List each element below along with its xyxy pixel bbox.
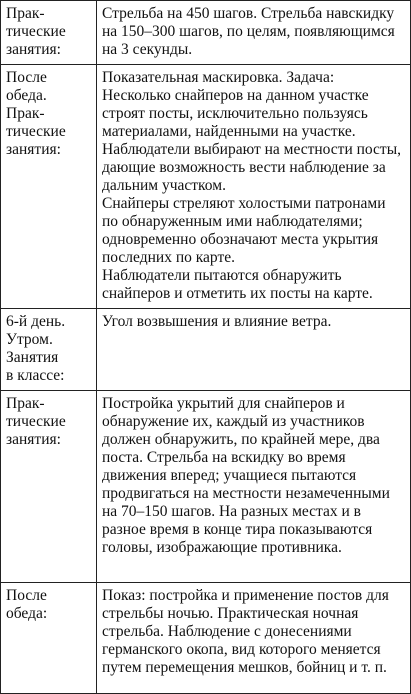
session-label: [1, 583, 97, 694]
content-paragraph: Снайперы стреляют холостыми патронами по обнаруженным ими наблюдателями; одновременно обозначают места укрытия последних по карте.: [102, 195, 386, 266]
schedule-row: [1, 309, 411, 391]
session-label-text: Прак- тические занятия:: [6, 5, 66, 58]
session-label: [1, 391, 97, 583]
content-paragraph: Стрельба на 450 шагов. Стрельба навскидку на 150–300 шагов, по целям, появляющимся на 3 секунды.: [102, 5, 395, 58]
session-label: [1, 65, 97, 309]
schedule-row: [1, 65, 411, 309]
session-content: [97, 583, 411, 694]
content-paragraph: Показательная маскировка. Задача: Несколько снайперов на данном участке строят посты, исключительно пользуясь материалами, найденными на участке. Наблюдатели выбирают на местности посты, дающие возможность вести наблюдение за дальним участком.: [102, 69, 401, 194]
content-paragraph: Показ: постройка и применение постов для стрельбы ночью. Практическая ночная стрельба. Наблюдение с донесениями германского окопа, вид которого меняется путем перемещения мешков, бойниц и т. п.: [102, 587, 389, 676]
content-paragraph: Постройка укрытий для снайперов и обнаружение их, каждый из участников должен обнаружить, по крайней мере, два поста. Стрельба на вскидку во время движения вперед; учащиеся пытаются продвигаться на местности незамеченными на 70–150 шагов. На разных местах и в разное время в конце тира показываются головы, изображающие противника.: [102, 395, 390, 556]
content-paragraph: Наблюдатели пытаются обнаружить снайперов и отметить их посты на карте.: [102, 267, 373, 302]
session-label: [1, 309, 97, 391]
session-label-text: Прак- тические занятия:: [6, 395, 66, 448]
session-content: [97, 309, 411, 391]
session-label-text: После обеда:: [6, 587, 48, 622]
session-content: [97, 1, 411, 65]
session-content: [97, 391, 411, 583]
schedule-row: [1, 1, 411, 65]
session-content: [97, 65, 411, 309]
content-paragraph: Угол возвышения и влияние ветра.: [102, 313, 332, 330]
session-label-text: 6-й день. Утром. Занятия в классе:: [6, 313, 66, 384]
schedule-row: [1, 391, 411, 583]
schedule-row: [1, 583, 411, 694]
session-label: [1, 1, 97, 65]
session-label-text: После обеда. Прак- тические занятия:: [6, 69, 66, 158]
